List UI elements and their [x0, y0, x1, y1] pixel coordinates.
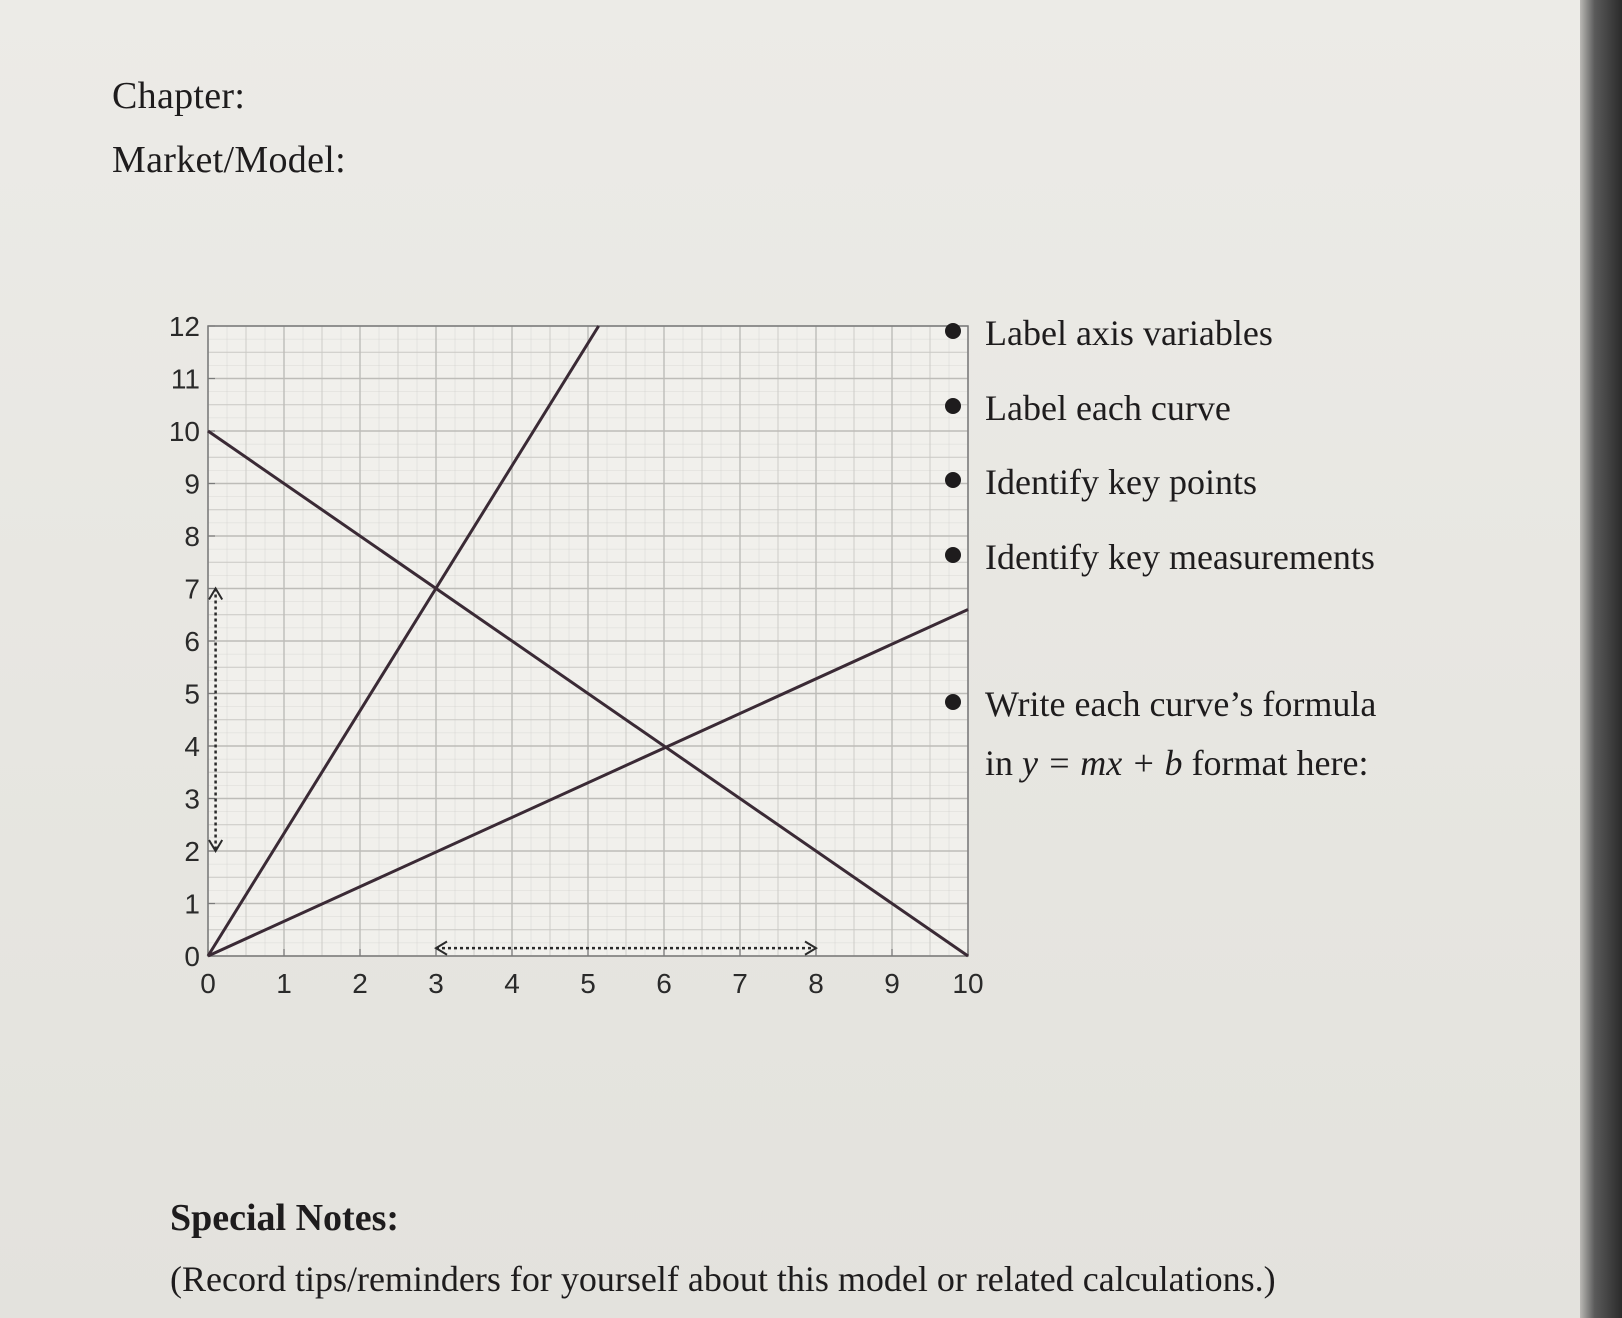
- x-tick-label: 7: [732, 968, 748, 999]
- y-tick-label: 8: [184, 521, 200, 552]
- bullet-icon: [945, 472, 961, 488]
- instruction-text: Identify key measurements: [985, 537, 1375, 577]
- x-tick-label: 1: [276, 968, 292, 999]
- y-tick-label: 4: [184, 731, 200, 762]
- y-tick-label: 11: [170, 363, 200, 395]
- y-tick-label: 9: [184, 468, 200, 500]
- instruction-text: Label axis variables: [985, 313, 1273, 353]
- x-tick-label: 3: [428, 968, 444, 999]
- bullet-icon: [945, 323, 961, 339]
- bullet-icon: [945, 547, 961, 563]
- instruction-item: [985, 536, 1375, 578]
- y-tick-label: 10: [168, 416, 200, 447]
- special-notes-title: Special Notes:: [170, 1197, 400, 1239]
- instruction-item: [985, 387, 1231, 429]
- instruction-item: [985, 683, 1376, 725]
- y-tick-label: 6: [184, 626, 200, 657]
- y-tick-label: 0: [184, 941, 200, 972]
- y-tick-label: 1: [184, 888, 200, 920]
- market-model-label: Market/Model:: [112, 139, 346, 181]
- special-notes-subtitle: (Record tips/reminders for yourself about this model or related calculations.): [170, 1259, 1276, 1299]
- bullet-icon: [945, 398, 961, 414]
- instruction-text: Identify key points: [985, 462, 1257, 502]
- instruction-item: [985, 312, 1273, 354]
- x-tick-label: 10: [952, 968, 984, 999]
- y-tick-label: 5: [184, 678, 200, 710]
- x-tick-label: 8: [808, 968, 824, 999]
- y-tick-label: 12: [168, 311, 200, 342]
- instruction-item: [985, 461, 1257, 503]
- bullet-icon: [945, 694, 961, 710]
- formula-suffix: format here:: [1182, 743, 1369, 783]
- formula-instruction-continued: [985, 742, 1368, 784]
- x-tick-label: 4: [504, 968, 520, 999]
- y-tick-label: 7: [184, 573, 200, 605]
- formula-prefix: in: [985, 743, 1023, 783]
- y-tick-label: 3: [184, 783, 200, 815]
- x-tick-label: 6: [656, 968, 672, 999]
- y-tick-label: 2: [184, 836, 200, 867]
- formula-instruction: Write each curve’s formula: [985, 684, 1377, 724]
- x-tick-label: 0: [200, 968, 216, 999]
- formula-math: y = mx + b: [1022, 743, 1183, 783]
- chapter-label: Chapter:: [112, 75, 246, 117]
- x-tick-label: 9: [884, 968, 900, 999]
- instruction-text: Label each curve: [985, 388, 1231, 428]
- x-tick-label: 5: [580, 968, 596, 999]
- x-tick-label: 2: [352, 968, 368, 999]
